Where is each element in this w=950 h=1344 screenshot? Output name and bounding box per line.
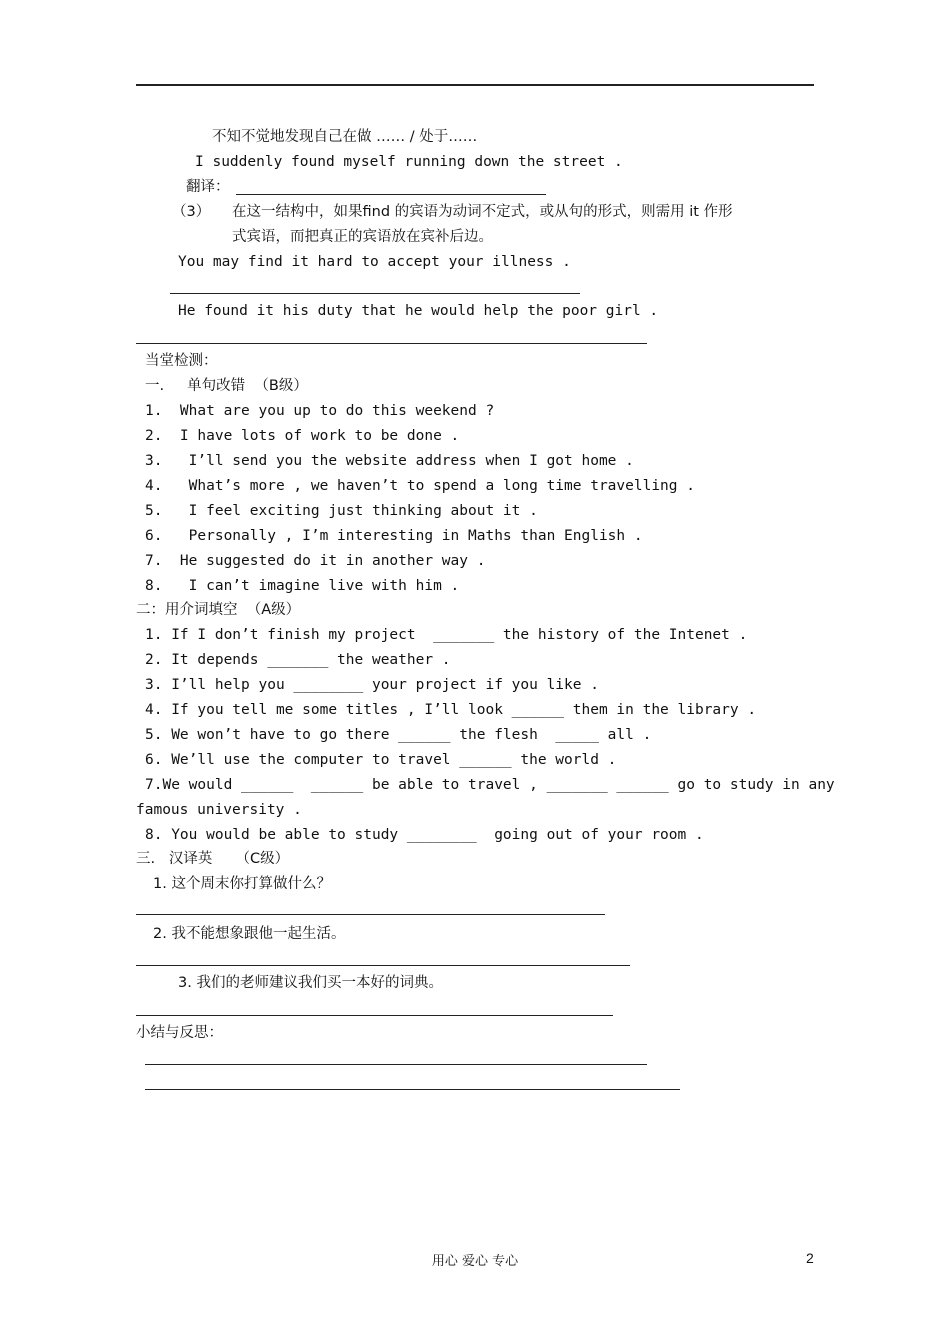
s3-item: 1. 这个周末你打算做什么？: [153, 876, 331, 892]
section3-title: 三. 汉译英 （C级）: [136, 851, 290, 867]
s1-item: 4. What’s more , we haven’t to spend a long time travelling .: [145, 478, 695, 494]
s2-item-cont: famous university .: [136, 802, 302, 818]
s2-item: 4. If you tell me some titles , I’ll look ______ them in the library .: [145, 702, 757, 718]
s2-item: 3. I’ll help you ________ your project if you like .: [145, 677, 599, 693]
answer-line[interactable]: [170, 293, 580, 294]
answer-line[interactable]: [236, 194, 546, 195]
answer-line[interactable]: [136, 1015, 613, 1016]
s2-item: 2. It depends _______ the weather .: [145, 652, 451, 668]
summary-line[interactable]: [145, 1089, 680, 1090]
answer-line[interactable]: [136, 343, 647, 344]
s2-item: 1. If I don’t finish my project _______ the history of the Intenet .: [145, 627, 748, 643]
point3-num: （3）: [172, 204, 211, 220]
s2-item: 5. We won’t have to go there ______ the flesh _____ all .: [145, 727, 652, 743]
intro-cn: 不知不觉地发现自己在做 …… / 处于……: [212, 129, 478, 145]
s2-item: 7.We would ______ ______ be able to travel , _______ ______ go to study in any: [145, 777, 835, 793]
summary-label: 小结与反思：: [136, 1025, 223, 1041]
s2-item: 6. We’ll use the computer to travel ______ the world .: [145, 752, 617, 768]
point3-text-cont: 式宾语，而把真正的宾语放在宾补后边。: [232, 229, 493, 245]
answer-line[interactable]: [136, 965, 630, 966]
s1-item: 8. I can’t imagine live with him .: [145, 578, 460, 594]
test-heading: 当堂检测：: [145, 353, 218, 369]
page-number: 2: [806, 1250, 814, 1266]
section2-title: 二：用介词填空 （A级）: [136, 602, 301, 618]
summary-line[interactable]: [145, 1064, 647, 1065]
s3-item: 3. 我们的老师建议我们买一本好的词典。: [178, 975, 443, 991]
s1-item: 5. I feel exciting just thinking about it .: [145, 503, 538, 519]
s1-item: 2. I have lots of work to be done .: [145, 428, 460, 444]
footer-slogan: 用心 爱心 专心: [431, 1254, 519, 1269]
point3-example2: He found it his duty that he would help the poor girl .: [178, 303, 659, 319]
translate-label: 翻译：: [186, 179, 230, 195]
example-sentence: I suddenly found myself running down the street .: [195, 154, 623, 170]
section1-title: 一. 单句改错 （B级）: [145, 378, 308, 394]
s1-item: 1. What are you up to do this weekend ?: [145, 403, 495, 419]
top-rule: [136, 84, 814, 86]
s2-item: 8. You would be able to study ________ going out of your room .: [145, 827, 704, 843]
s1-item: 3. I’ll send you the website address when I got home .: [145, 453, 634, 469]
point3-text: 在这一结构中，如果find 的宾语为动词不定式，或从句的形式，则需用 it 作形: [232, 204, 733, 220]
s1-item: 6. Personally , I’m interesting in Maths than English .: [145, 528, 643, 544]
s3-item: 2. 我不能想象跟他一起生活。: [153, 926, 346, 942]
answer-line[interactable]: [136, 914, 605, 915]
point3-example1: You may find it hard to accept your illness .: [178, 254, 571, 270]
s1-item: 7. He suggested do it in another way .: [145, 553, 486, 569]
